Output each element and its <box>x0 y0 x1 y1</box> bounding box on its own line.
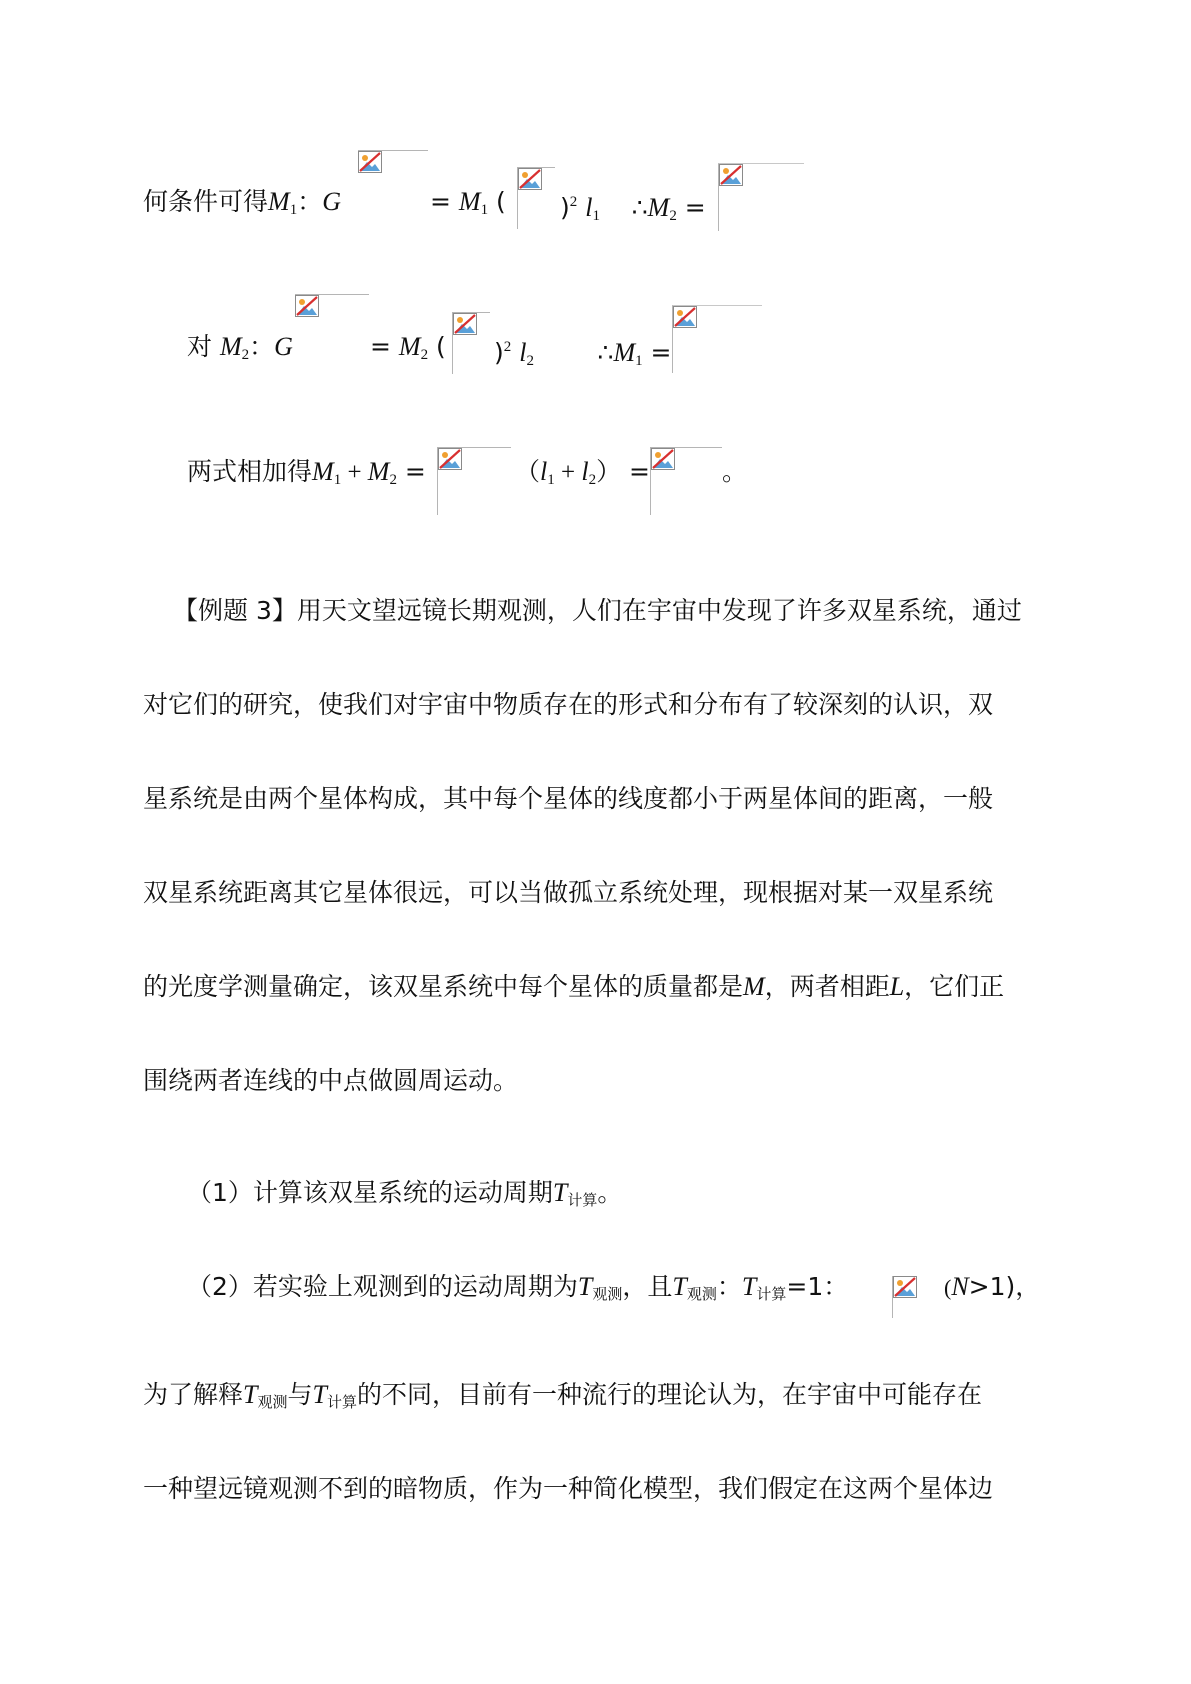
broken-image-icon <box>358 151 382 173</box>
example-line-1: 【例题 3】用天文望远镜长期观测，人们在宇宙中发现了许多双星系统，通过 <box>173 596 1022 625</box>
eq1-paren-right: ) <box>560 193 570 222</box>
q2-sub2: 观测 <box>686 1285 717 1303</box>
formula-placeholder-5 <box>452 312 490 374</box>
eq3-plus: + <box>341 459 368 486</box>
q1-sub: 计算 <box>567 1191 598 1209</box>
question-2 <box>187 1270 848 1311</box>
eq2-m2: M <box>219 332 242 361</box>
eq2-colon: ： <box>249 332 275 361</box>
broken-image-icon <box>651 448 675 470</box>
formula-placeholder-7 <box>437 447 511 515</box>
q1-text: （1）计算该双星系统的运动周期 <box>187 1178 553 1207</box>
example-line-6: 围绕两者连线的中点做圆周运动。 <box>143 1066 519 1095</box>
eq3-m1: M <box>312 457 334 486</box>
equation-line-1b <box>430 185 506 227</box>
eq3-period: 。 <box>722 457 748 486</box>
question-2-line-3: 一种望远镜观测不到的暗物质，作为一种简化模型，我们假定在这两个星体边 <box>143 1474 994 1503</box>
eq3-prefix: 两式相加得 <box>187 457 313 486</box>
eq1-m1: M <box>268 187 290 216</box>
eq1-square: 2 <box>569 194 578 210</box>
equation-line-3b <box>515 455 650 497</box>
eq1-therefore: ∴ <box>631 195 648 222</box>
example-line-5 <box>143 970 1004 1004</box>
eq1-l-sub: 1 <box>592 208 600 224</box>
eq1-equals-2: = <box>676 193 706 222</box>
example-distance-l: L <box>889 972 905 1001</box>
q2-t1: T <box>577 1272 593 1301</box>
eq2-square: 2 <box>503 339 512 355</box>
eq1-m1b: M <box>458 187 481 216</box>
eq2-m1-sub: 1 <box>635 353 643 369</box>
question-2-condition <box>944 1270 1040 1305</box>
eq2-paren-right: ) <box>494 338 504 367</box>
q2-text: （2）若实验上观测到的运动周期为 <box>187 1272 578 1301</box>
example-line-5-a: 的光度学测量确定，该双星系统中每个星体的质量都是 <box>143 972 744 1001</box>
eq2-equals: = <box>370 332 399 361</box>
eq2-l: l <box>519 338 527 367</box>
eq2-m1: M <box>613 338 636 367</box>
eq2-m2b: M <box>398 332 421 361</box>
q1-t: T <box>552 1178 568 1207</box>
q2c-text-b: 与 <box>287 1380 313 1409</box>
eq3-equals: = <box>396 457 426 486</box>
eq3-l1-sub: 1 <box>547 472 555 488</box>
q2-colon: ： <box>716 1272 742 1301</box>
q2-and: ，且 <box>622 1272 673 1301</box>
question-1 <box>187 1176 622 1217</box>
equation-line-2c <box>494 330 672 378</box>
equation-line-3 <box>187 455 426 497</box>
q2c-sub2: 计算 <box>326 1393 357 1411</box>
broken-image-icon <box>518 168 542 190</box>
example-line-3: 星系统是由两个星体构成，其中每个星体的线度都小于两星体间的距离，一般 <box>143 784 994 813</box>
formula-placeholder-3 <box>718 163 804 231</box>
eq2-sub: 2 <box>241 347 250 363</box>
formula-placeholder-9 <box>892 1276 936 1318</box>
formula-placeholder-6 <box>672 305 762 373</box>
eq3-l2-sub: 2 <box>588 472 597 488</box>
eq1-paren-left: ( <box>488 187 506 216</box>
question-2-line-2 <box>143 1378 982 1419</box>
broken-image-icon <box>453 313 477 335</box>
eq2-paren-left: ( <box>428 332 446 361</box>
example-mass-m: M <box>743 972 765 1001</box>
eq2-l-sub: 2 <box>526 353 534 369</box>
eq1-colon: ： <box>297 187 323 216</box>
q2-ratio: =1： <box>786 1272 849 1301</box>
q2c-sub1: 观测 <box>257 1393 288 1411</box>
broken-image-icon <box>295 295 319 317</box>
example-line-5-b: ，两者相距 <box>764 972 890 1001</box>
eq2-g: G <box>274 332 293 361</box>
broken-image-icon <box>673 306 697 328</box>
q1-period: 。 <box>597 1178 623 1207</box>
eq1-m2-sub: 2 <box>669 208 677 224</box>
broken-image-icon <box>719 164 743 186</box>
q2c-text-c: 的不同，目前有一种流行的理论认为，在宇宙中可能存在 <box>357 1380 983 1409</box>
eq3-m2: M <box>367 457 390 486</box>
formula-placeholder-1 <box>358 150 428 212</box>
eq1-m2: M <box>647 193 670 222</box>
q2-t2: T <box>672 1272 687 1301</box>
example-line-4: 双星系统距离其它星体很远，可以当做孤立系统处理，现根据对某一双星系统 <box>143 878 994 907</box>
eq3-plus-2: + <box>554 459 582 486</box>
q2-paren-left: ( <box>944 1275 952 1300</box>
equation-line-2 <box>187 330 293 372</box>
eq3-paren-right: ） <box>596 457 622 486</box>
equation-line-1c <box>560 185 706 233</box>
q2-t3: T <box>741 1272 757 1301</box>
eq2-therefore: ∴ <box>597 340 614 367</box>
eq3-paren-left: （ <box>515 457 541 486</box>
equation-line-3c <box>722 455 747 489</box>
example-line-2: 对它们的研究，使我们对宇宙中物质存在的形式和分布有了较深刻的认识，双 <box>143 690 994 719</box>
eq1-prefix: 何条件可得 <box>143 187 269 216</box>
q2c-text-a: 为了解释 <box>143 1380 244 1409</box>
eq2-prefix: 对 <box>187 332 213 361</box>
eq1-sub: 1 <box>289 202 298 218</box>
eq1-g: G <box>322 187 341 216</box>
eq3-m1-sub: 1 <box>333 472 342 488</box>
example-line-5-c: ，它们正 <box>904 972 1005 1001</box>
eq3-l1: l <box>540 457 548 486</box>
q2-sub3: 计算 <box>756 1285 787 1303</box>
equation-line-1 <box>143 185 341 227</box>
eq1-equals: = <box>430 187 459 216</box>
eq2-equals-2: = <box>642 338 672 367</box>
eq1-sub-b: 1 <box>480 202 489 218</box>
q2-n: N <box>951 1272 969 1301</box>
broken-image-icon <box>438 448 462 470</box>
formula-placeholder-8 <box>650 447 722 515</box>
eq3-m2-sub: 2 <box>389 472 397 488</box>
q2c-t1: T <box>243 1380 258 1409</box>
eq2-sub-b: 2 <box>420 347 429 363</box>
q2-condition-end: >1)， <box>968 1272 1041 1301</box>
formula-placeholder-4 <box>295 294 369 356</box>
eq3-l2: l <box>581 457 589 486</box>
formula-placeholder-2 <box>517 167 555 229</box>
eq1-l: l <box>585 193 593 222</box>
eq3-equals-2: = <box>621 457 651 486</box>
broken-image-icon <box>893 1276 917 1298</box>
q2c-t2: T <box>312 1380 327 1409</box>
q2-sub1: 观测 <box>592 1285 623 1303</box>
equation-line-2b <box>370 330 446 372</box>
